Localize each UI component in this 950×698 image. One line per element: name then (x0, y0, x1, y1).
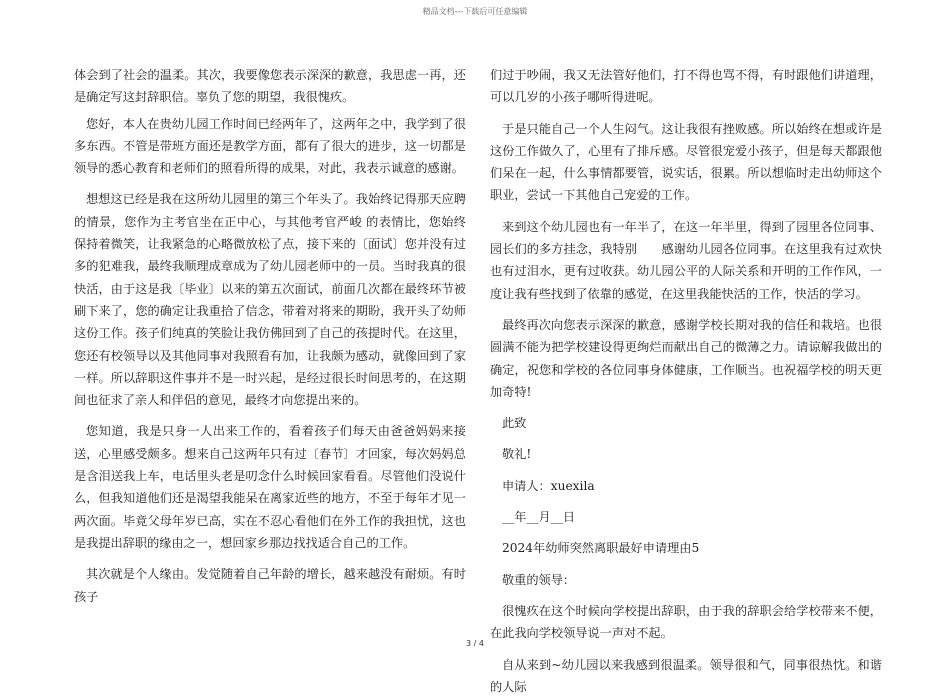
paragraph: 自从来到~幼儿园以来我感到很温柔。领导很和气，同事很热忱。和谐的人际 (490, 657, 882, 694)
paragraph: 们过于吵闹，我又无法管好他们，打不得也骂不得，有时跟他们讲道理，可以几岁的小孩子哪听得进呢。 (490, 68, 882, 105)
closing-respect: 敬礼! (502, 447, 532, 462)
greeting-line: 敬重的领导： (502, 572, 576, 587)
section-title: 2024年幼师突然离职最好申请理由5 (502, 541, 700, 556)
closing-salutation: 此致 (502, 416, 527, 431)
applicant-line: 申请人：xuexila (502, 478, 595, 493)
paragraph: 您知道，我是只身一人出来工作的，看着孩子们每天由爸爸妈妈来接送，心里感受颇多。想来自己这两年只有过〔春节〕才回家，每次妈妈总是含泪送我上车，电话里头老是叨念什么时候回家看看。尽管他们没说什么，但我知道他们还是渴望我能呆在离家近些的地方，不至于每年才见一两次面。毕竟父母年岁已高，实在不忍心看他们在外工作的我担忧，这也是我提出辞职的缘由之一，想回家乡那边找找适合自己的工作。 (74, 424, 466, 550)
page-header: 精品文档---下载后可任意编辑 (422, 7, 528, 16)
paragraph: 很愧疚在这个时候向学校提出辞职，由于我的辞职会给学校带来不便，在此我向学校领导说一声对不起。 (490, 603, 882, 641)
right-column (490, 64, 895, 698)
date-line: __年__月__日 (502, 510, 576, 525)
paragraph: 您好，本人在贵幼儿园工作时间已经两年了，这两年之中，我学到了很多东西。不管是带班方面还是教学方面，都有了很大的进步，这一切都是领导的悉心教育和老师们的照看所得的成果，对此，我表示诚意的感谢。 (74, 116, 466, 176)
paragraph: 来到这个幼儿园也有一年半了，在这一年半里，得到了园里各位同事、园长们的多方挂念，我特别 感谢幼儿园各位同事。在这里我有过欢快 也有过泪水，更有过收获。幼儿园公平的人际关系和开明的工作作风，一度让我有些找到了依靠的感觉，在这里我能快活的工作，快活的学习。 (490, 219, 895, 301)
paragraph: 最终再次向您表示深深的歉意，感谢学校长期对我的信任和栽培。也很圆满不能为把学校建设得更绚烂而献出自己的微薄之力。请谅解我做出的确定，祝您和学校的各位同事身体健康，工作顺当。也祝福学校的明天更加奇特! (490, 317, 882, 399)
paragraph: 想想这已经是我在这所幼儿园里的第三个年头了。我始终记得那天应聘的情景，您作为主考官坐在正中心，与其他考官严峻 的表情比，您始终保持着微笑，让我紧急的心略微放松了点，接下来的〔面试〕您并没有过多的犯难我，最终我顺理成章成为了幼儿园老师中的一员。当时我真的很快活，由于这是我〔毕业〕以来的第五次面试，前面几次都在最终环节被刷下来了，您的确定让我重拾了信念，带着对将来的期盼，我开头了幼师这份工作。孩子们纯真的笑脸让我仿佛回到了自己的孩提时代。在这里，您还有校领导以及其他同事对我照看有加，让我颇为感动，就像回到了家一样。所以辞职这件事并不是一时兴起，是经过很长时间思考的，在这期间也征求了亲人和伴侣的意见，最终才向您提出来的。 (74, 192, 466, 408)
paragraph: 体会到了社会的温柔。其次，我要像您表示深深的歉意，我思虑一再，还是确定写这封辞职信。辜负了您的期望，我很愧疚。 (74, 68, 466, 105)
left-column (74, 64, 466, 608)
paragraph: 其次就是个人缘由。发觉随着自己年龄的增长，越来越没有耐烦。有时孩子 (74, 567, 466, 604)
page-number: 3 / 4 (466, 639, 484, 648)
paragraph: 于是只能自己一个人生闷气。这让我很有挫败感。所以始终在想或许是这份工作做久了，心里有了排斥感。尽管很宠爱小孩子，但是每天都跟他们呆在一起，什么事情都要管，说实话，很累。所以想临时走出幼师这个职业，尝试一下其他自己宠爱的工作。 (490, 121, 882, 203)
